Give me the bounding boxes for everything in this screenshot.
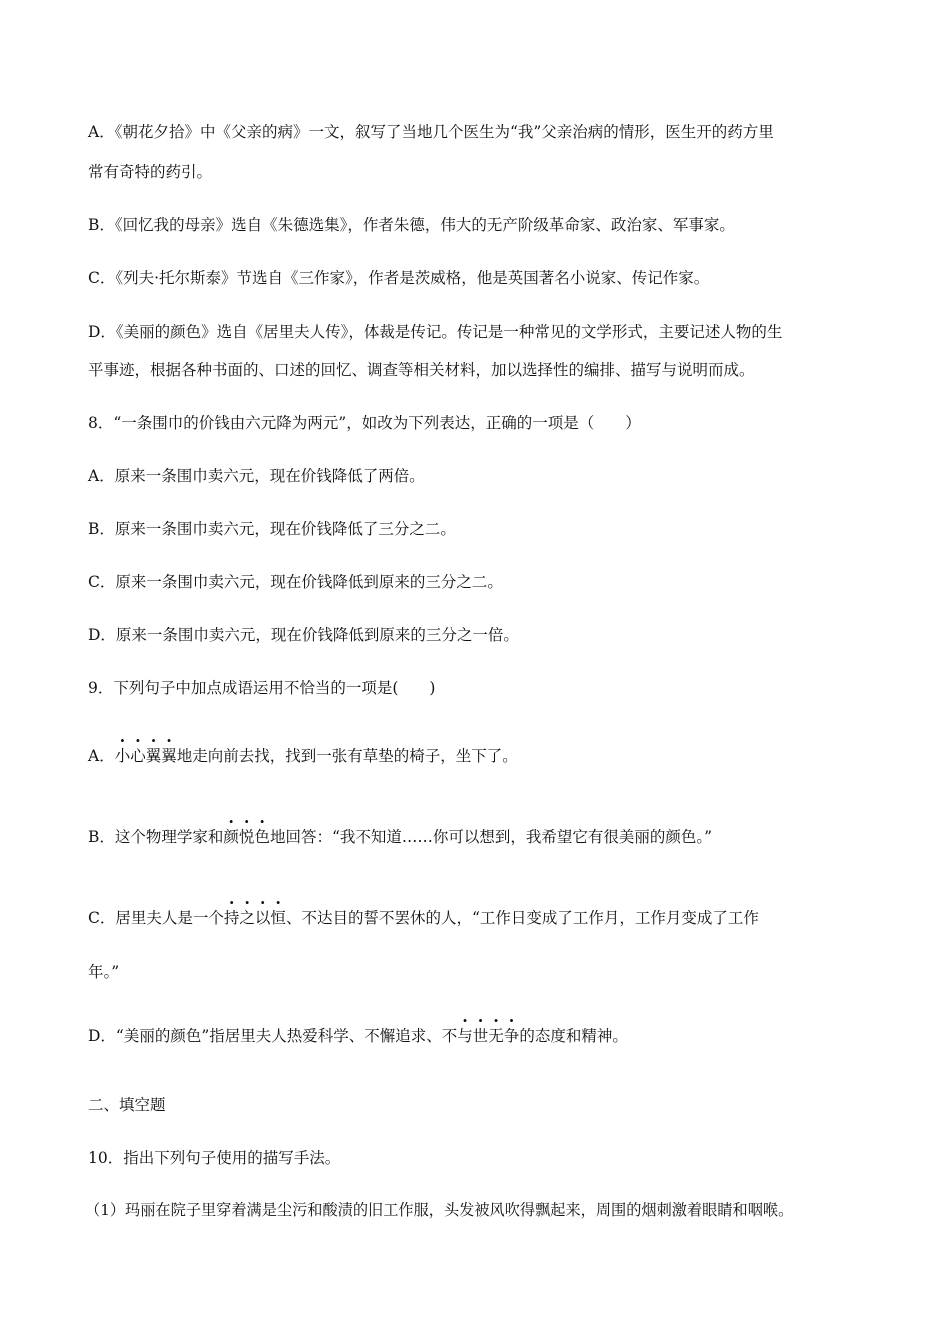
q9-stem: 9．下列句子中加点成语运用不恰当的一项是( ) xyxy=(88,679,436,697)
q9-option-a xyxy=(88,744,518,766)
q7-option-a-line1: A．《朝花夕拾》中《父亲的病》一文，叙写了当地几个医生为“我”父亲治病的情形，医生开的药方里 xyxy=(88,123,774,141)
q7-option-d-line2: 平事迹，根据各种书面的、口述的回忆、调查等相关材料，加以选择性的编排、描写与说明而成。 xyxy=(88,361,755,379)
option-prefix: C．居里夫人是一个 xyxy=(88,909,224,927)
option-rest: 、不达目的誓不罢休的人，“工作日变成了工作月，工作月变成了工作 xyxy=(285,909,759,927)
dotted-char: 翼 xyxy=(161,747,177,765)
dotted-char: 世 xyxy=(472,1027,489,1045)
q8-option-c: C．原来一条围巾卖六元，现在价钱降低到原来的三分之二。 xyxy=(88,573,503,591)
option-rest: 的态度和精神。 xyxy=(519,1027,628,1045)
q9-option-b xyxy=(88,825,712,847)
section-heading-fill-in: 二、填空题 xyxy=(88,1096,166,1114)
option-rest: 地回答：“我不知道……你可以想到，我希望它有很美丽的颜色。” xyxy=(269,828,713,846)
dotted-char: 争 xyxy=(503,1027,520,1045)
option-prefix: A． xyxy=(88,747,115,765)
dotted-char: 悦 xyxy=(238,828,255,846)
q8-option-b: B．原来一条围巾卖六元，现在价钱降低了三分之二。 xyxy=(88,520,456,538)
q7-option-d-line1: D．《美丽的颜色》选自《居里夫人传》，体裁是传记。传记是一种常见的文学形式，主要记述人物的生 xyxy=(88,323,783,341)
option-rest: 地走向前去找，找到一张有草垫的椅子，坐下了。 xyxy=(176,747,518,765)
dotted-char: 以 xyxy=(254,909,271,927)
dotted-char: 与 xyxy=(457,1027,473,1045)
dotted-char: 心 xyxy=(130,747,146,765)
q8-option-d: D．原来一条围巾卖六元，现在价钱降低到原来的三分之一倍。 xyxy=(88,626,519,644)
dotted-char: 小 xyxy=(114,747,131,765)
dotted-char: 之 xyxy=(239,909,255,927)
q8-option-a: A．原来一条围巾卖六元，现在价钱降低了两倍。 xyxy=(88,467,425,485)
q9-option-c xyxy=(88,906,759,928)
q7-option-a-line2: 常有奇特的药引。 xyxy=(88,163,213,181)
option-prefix: D．“美丽的颜色”指居里夫人热爱科学、不懈追求、不 xyxy=(88,1027,458,1045)
q7-option-b: B．《回忆我的母亲》选自《朱德选集》，作者朱德，伟大的无产阶级革命家、政治家、军事家。 xyxy=(88,216,735,234)
option-prefix: B．这个物理学家和 xyxy=(88,828,224,846)
q9-option-c-line2: 年。” xyxy=(88,963,120,981)
q7-option-c: C．《列夫·托尔斯泰》节选自《三作家》，作者是茨威格，他是英国著名小说家、传记作家。 xyxy=(88,269,710,287)
dotted-char: 恒 xyxy=(270,909,286,927)
dotted-char: 翼 xyxy=(145,747,162,765)
q10-sentence-1: （1）玛丽在院子里穿着满是尘污和酸渍的旧工作服，头发被风吹得飘起来，周围的烟刺激着眼睛和咽喉。 xyxy=(85,1201,794,1219)
q8-stem: 8．“一条围巾的价钱由六元降为两元”，如改为下列表达，正确的一项是（ ） xyxy=(88,414,641,432)
q9-option-d xyxy=(88,1024,628,1046)
dotted-char: 无 xyxy=(488,1027,504,1045)
dotted-char: 持 xyxy=(223,909,240,927)
dotted-char: 颜 xyxy=(223,828,239,846)
q10-stem: 10．指出下列句子使用的描写手法。 xyxy=(88,1149,341,1167)
dotted-char: 色 xyxy=(254,828,270,846)
